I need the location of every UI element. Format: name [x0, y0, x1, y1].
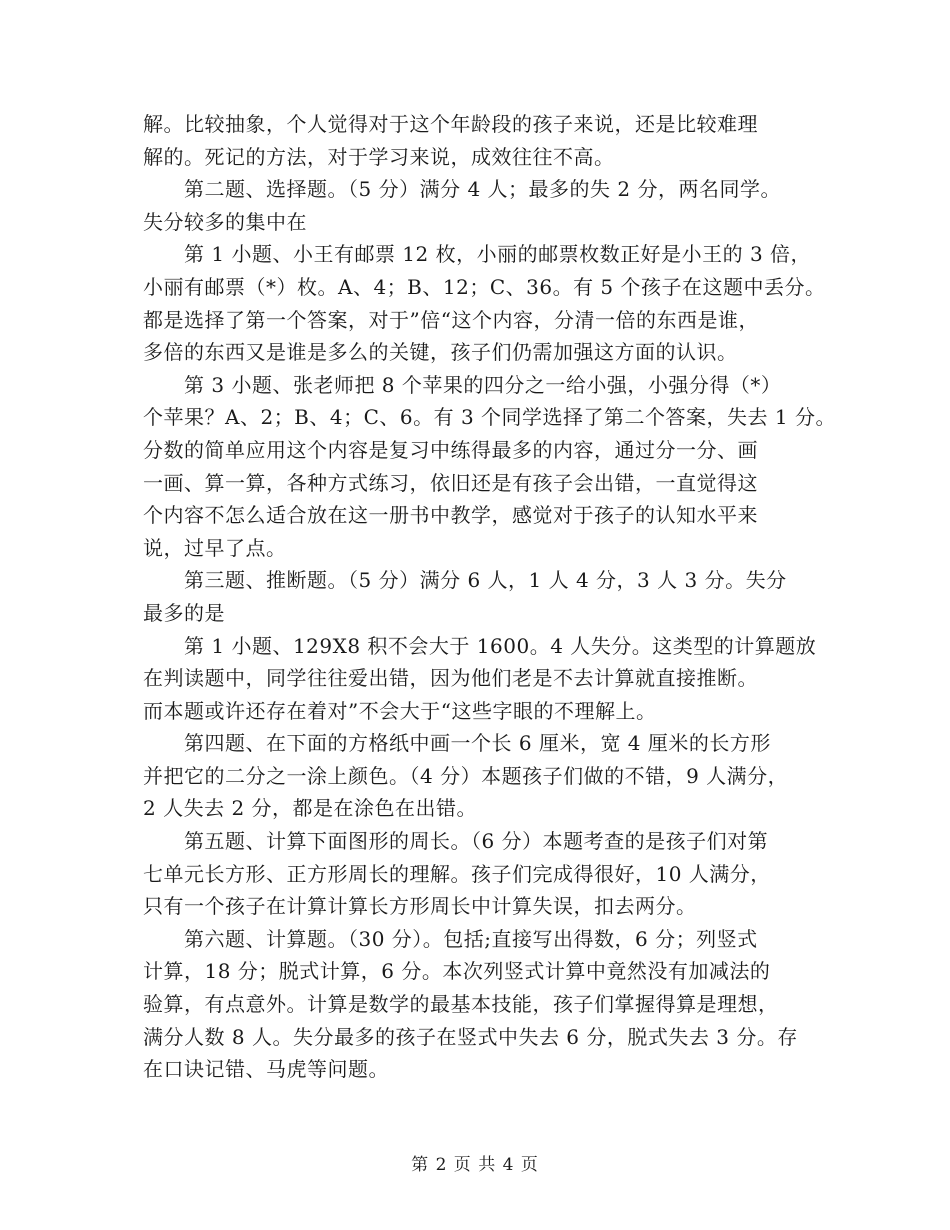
- text-line: 个苹果？A、2；B、4；C、6。有 3 个同学选择了第二个答案，失去 1 分。: [143, 405, 836, 430]
- text-line: 七单元长方形、正方形周长的理解。孩子们完成得很好，10 人满分，: [143, 861, 771, 886]
- text-line: 解。比较抽象，个人觉得对于这个年龄段的孩子来说，还是比较难理: [143, 112, 758, 136]
- text-line: 第五题、计算下面图形的周长。（6 分）本题考查的是孩子们对第: [143, 829, 769, 854]
- text-line: 在口诀记错、马虎等问题。: [143, 1057, 389, 1082]
- text-line: 分数的简单应用这个内容是复习中练得最多的内容，通过分一分、画: [143, 437, 758, 462]
- text-line: 计算，18 分；脱式计算，6 分。本次列竖式计算中竟然没有加减法的: [143, 959, 771, 984]
- text-line: 一画、算一算，各种方式练习，依旧还是有孩子会出错，一直觉得这: [143, 470, 758, 495]
- document-body: [143, 108, 843, 1086]
- text-line: 只有一个孩子在计算计算长方形周长中计算失误，扣去两分。: [143, 894, 697, 919]
- text-line: 验算，有点意外。计算是数学的最基本技能，孩子们掌握得算是理想，: [143, 992, 779, 1017]
- text-line: 第六题、计算题。（30 分）。包括;直接写出得数，6 分；列竖式: [143, 926, 758, 951]
- text-line: 第二题、选择题。（5 分）满分 4 人；最多的失 2 分，两名同学。: [143, 177, 781, 202]
- text-line: 第 3 小题、张老师把 8 个苹果的四分之一给小强，小强分得（*）: [143, 372, 782, 397]
- text-line: 第 1 小题、小王有邮票 12 枚，小丽的邮票枚数正好是小王的 3 倍，: [143, 242, 812, 267]
- text-line: 小丽有邮票（*）枚。A、4；B、12；C、36。有 5 个孩子在这题中丢分。: [143, 274, 826, 299]
- text-line: 失分较多的集中在: [143, 209, 307, 234]
- text-line: 而本题或许还存在着对”不会大于“这些字眼的不理解上。: [143, 698, 657, 723]
- text-line: 都是选择了第一个答案，对于”倍“这个内容，分清一倍的东西是谁，: [143, 307, 759, 332]
- text-line: 说，过早了点。: [143, 535, 287, 560]
- text-line: 满分人数 8 人。失分最多的孩子在竖式中失去 6 分，脱式失去 3 分。存: [143, 1024, 798, 1049]
- text-line: 第三题、推断题。（5 分）满分 6 人，1 人 4 分，3 人 3 分。失分: [143, 568, 787, 593]
- text-line: 第四题、在下面的方格纸中画一个长 6 厘米，宽 4 厘米的长方形: [143, 731, 771, 756]
- text-line: 2 人失去 2 分，都是在涂色在出错。: [143, 796, 478, 821]
- text-line: 第 1 小题、129X8 积不会大于 1600。4 人失分。这类型的计算题放: [143, 633, 817, 658]
- text-line: 最多的是: [143, 600, 225, 625]
- text-line: 多倍的东西又是谁是多么的关键，孩子们仍需加强这方面的认识。: [143, 340, 738, 365]
- page-number-footer: 第 2 页 共 4 页: [411, 1155, 539, 1175]
- text-line: 个内容不怎么适合放在这一册书中教学，感觉对于孩子的认知水平来: [143, 503, 758, 528]
- text-line: 解的。死记的方法，对于学习来说，成效往往不高。: [143, 144, 615, 169]
- text-line: 在判读题中，同学往往爱出错，因为他们老是不去计算就直接推断。: [143, 666, 758, 691]
- text-line: 并把它的二分之一涂上颜色。（4 分）本题孩子们做的不错，9 人满分，: [143, 763, 789, 788]
